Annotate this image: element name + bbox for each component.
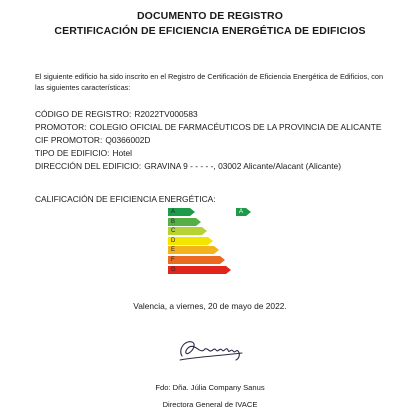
issue-date: Valencia, a viernes, 20 de mayo de 2022. [133, 301, 287, 311]
field-label: TIPO DE EDIFICIO: [35, 148, 110, 158]
field-label: PROMOTOR: [35, 122, 87, 132]
signer-name: Fdo: Dña. Júlia Company Sanus [155, 383, 265, 392]
field-label: DIRECCIÓN DEL EDIFICIO: [35, 161, 142, 171]
energy-class-f-bar: F [168, 256, 220, 264]
energy-class-d-bar: D [168, 237, 208, 245]
document-subtitle: CERTIFICACIÓN DE EFICIENCIA ENERGÉTICA DE EDIFICIOS [54, 25, 366, 37]
energy-rating-label: CALIFICACIÓN DE EFICIENCIA ENERGÉTICA: [35, 194, 216, 204]
field-promoter [35, 121, 381, 134]
field-building-type [35, 147, 381, 160]
energy-scale [168, 208, 226, 275]
energy-class-e-bar: E [168, 246, 214, 254]
field-value: COLEGIO OFICIAL DE FARMACÉUTICOS DE LA PROVINCIA DE ALICANTE [89, 122, 382, 132]
registration-fields [35, 108, 381, 173]
field-value: R2022TV000583 [134, 109, 198, 119]
document-title: DOCUMENTO DE REGISTRO [137, 10, 283, 22]
signer-title: Directora General de IVACE [162, 400, 258, 409]
energy-class-g-bar: G [168, 266, 226, 274]
energy-class-b-bar: B [168, 218, 196, 226]
field-label: CIF PROMOTOR: [35, 135, 103, 145]
field-registration-code [35, 108, 381, 121]
field-value: Q0366002D [105, 135, 151, 145]
field-value: GRAVINA 9 - - - - -, 03002 Alicante/Alacant (Alicante) [144, 161, 341, 171]
field-building-address [35, 160, 381, 173]
energy-class-c-bar: C [168, 227, 202, 235]
energy-rating-badge: A [236, 208, 246, 216]
field-promoter-cif [35, 134, 381, 147]
field-label: CÓDIGO DE REGISTRO: [35, 109, 132, 119]
energy-class-a-bar: A [168, 208, 190, 216]
handwritten-signature [176, 330, 248, 364]
field-value: Hotel [112, 148, 133, 158]
intro-paragraph: El siguiente edificio ha sido inscrito en el Registro de Certificación de Eficiencia Energética de Edificios, con las siguientes características: [35, 72, 384, 92]
